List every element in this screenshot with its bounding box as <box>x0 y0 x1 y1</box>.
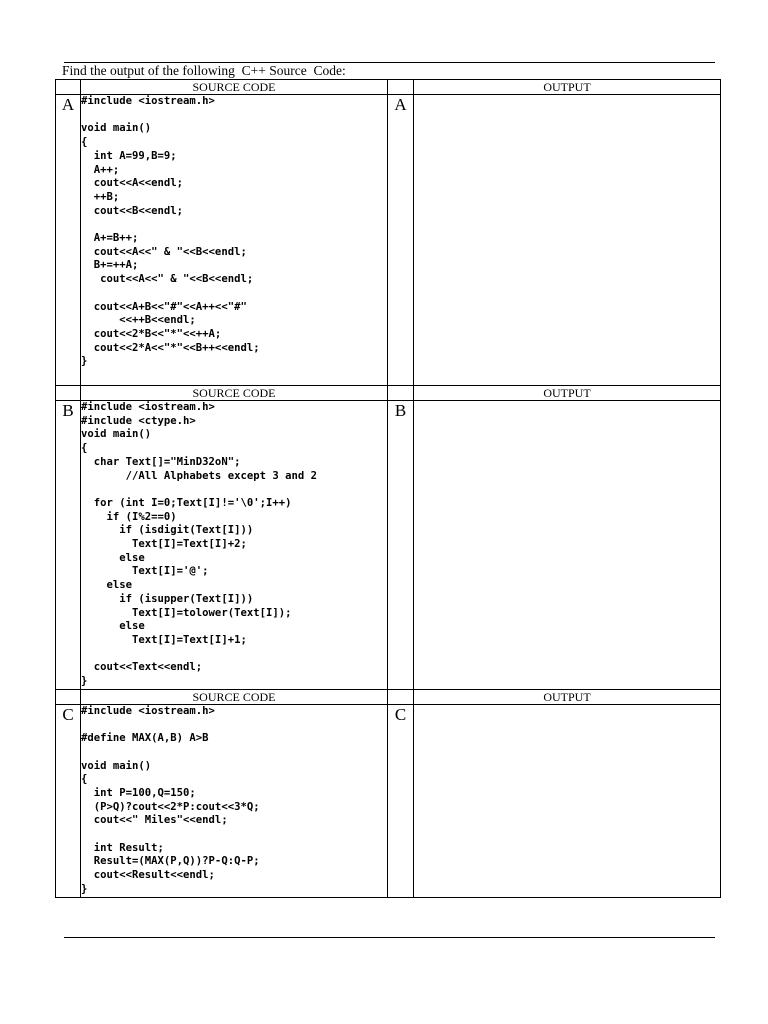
code-line: cout<<2*B<<"*"<<++A; <box>81 327 222 340</box>
question-table <box>55 79 721 898</box>
output-answer-cell[interactable] <box>414 401 721 690</box>
code-line: } <box>81 882 88 895</box>
output-letter: A <box>388 95 414 386</box>
code-line: A++; <box>81 163 120 176</box>
code-line: void main() <box>81 428 152 441</box>
code-line: (P>Q)?cout<<2*P:cout<<3*Q; <box>81 800 260 813</box>
code-line: { <box>81 773 88 786</box>
output-letter: C <box>388 704 414 897</box>
header-blank-cell <box>388 386 414 401</box>
code-line: ++B; <box>81 190 120 203</box>
source-code-header: SOURCE CODE <box>81 386 388 401</box>
output-header: OUTPUT <box>414 80 721 95</box>
code-line: <<++B<<endl; <box>81 314 196 327</box>
code-line: void main() <box>81 759 152 772</box>
code-line: int Result; <box>81 841 164 854</box>
source-code-block <box>81 95 388 386</box>
code-line <box>81 483 387 497</box>
header-blank-cell <box>56 689 81 704</box>
source-code-block <box>81 704 388 897</box>
code-line: cout<<" Miles"<<endl; <box>81 814 228 827</box>
code-line: #include <iostream.h> <box>81 401 215 413</box>
header-row-b <box>56 386 721 401</box>
code-line: #include <iostream.h> <box>81 95 215 107</box>
code-line: } <box>81 675 88 688</box>
section-row-a <box>56 95 721 386</box>
output-header: OUTPUT <box>414 689 721 704</box>
code-line: B+=++A; <box>81 259 139 272</box>
section-letter: B <box>56 401 81 690</box>
code-line: cout<<A<<" & "<<B<<endl; <box>81 273 254 286</box>
code-line: Text[I]=tolower(Text[I]); <box>81 606 292 619</box>
output-header: OUTPUT <box>414 386 721 401</box>
code-line: Text[I]='@'; <box>81 565 209 578</box>
header-blank-cell <box>388 80 414 95</box>
code-line: void main() <box>81 122 152 135</box>
bottom-rule <box>64 937 715 938</box>
code-line: else <box>81 551 145 564</box>
output-answer-cell[interactable] <box>414 95 721 386</box>
code-line <box>81 218 387 232</box>
code-line: if (I%2==0) <box>81 510 177 523</box>
code-line: int A=99,B=9; <box>81 149 177 162</box>
section-letter: C <box>56 704 81 897</box>
code-line: #include <iostream.h> <box>81 704 215 717</box>
code-line: cout<<B<<endl; <box>81 204 184 217</box>
code-line: cout<<Result<<endl; <box>81 869 215 882</box>
code-line <box>81 746 387 760</box>
section-row-b <box>56 401 721 690</box>
source-code-header: SOURCE CODE <box>81 80 388 95</box>
header-blank-cell <box>388 689 414 704</box>
code-line: else <box>81 620 145 633</box>
source-code-header: SOURCE CODE <box>81 689 388 704</box>
code-line: cout<<Text<<endl; <box>81 661 203 674</box>
code-line: #define MAX(A,B) A>B <box>81 732 209 745</box>
code-line <box>81 828 387 842</box>
code-line: { <box>81 136 88 149</box>
section-row-c <box>56 704 721 897</box>
code-line <box>81 718 387 732</box>
code-line: A+=B++; <box>81 232 139 244</box>
code-line: Result=(MAX(P,Q))?P-Q:Q-P; <box>81 855 260 868</box>
header-blank-cell <box>56 80 81 95</box>
code-line <box>81 109 387 123</box>
code-line: { <box>81 442 88 455</box>
code-line: } <box>81 355 88 368</box>
source-code-block <box>81 401 388 690</box>
code-line: for (int I=0;Text[I]!='\0';I++) <box>81 496 292 509</box>
header-blank-cell <box>56 386 81 401</box>
code-line: cout<<2*A<<"*"<<B++<<endl; <box>81 341 260 354</box>
instruction-text: Find the output of the following C++ Source Code: <box>62 63 346 78</box>
header-row-a <box>56 80 721 95</box>
code-line: cout<<A<<endl; <box>81 177 184 190</box>
code-line <box>81 287 387 301</box>
code-line: #include <ctype.h> <box>81 414 196 427</box>
section-letter: A <box>56 95 81 386</box>
code-line <box>81 648 387 662</box>
code-line: char Text[]="MinD32oN"; <box>81 455 241 468</box>
code-line: if (isupper(Text[I])) <box>81 592 254 605</box>
code-line: Text[I]=Text[I]+1; <box>81 633 247 646</box>
header-row-c <box>56 689 721 704</box>
code-line: cout<<A+B<<"#"<<A++<<"#" <box>81 300 247 313</box>
code-line: //All Alphabets except 3 and 2 <box>81 469 317 482</box>
code-line: cout<<A<<" & "<<B<<endl; <box>81 245 247 258</box>
code-line: else <box>81 579 133 592</box>
code-line: int P=100,Q=150; <box>81 786 196 799</box>
code-line: Text[I]=Text[I]+2; <box>81 538 247 551</box>
output-answer-cell[interactable] <box>414 704 721 897</box>
code-line: if (isdigit(Text[I])) <box>81 524 254 537</box>
output-letter: B <box>388 401 414 690</box>
